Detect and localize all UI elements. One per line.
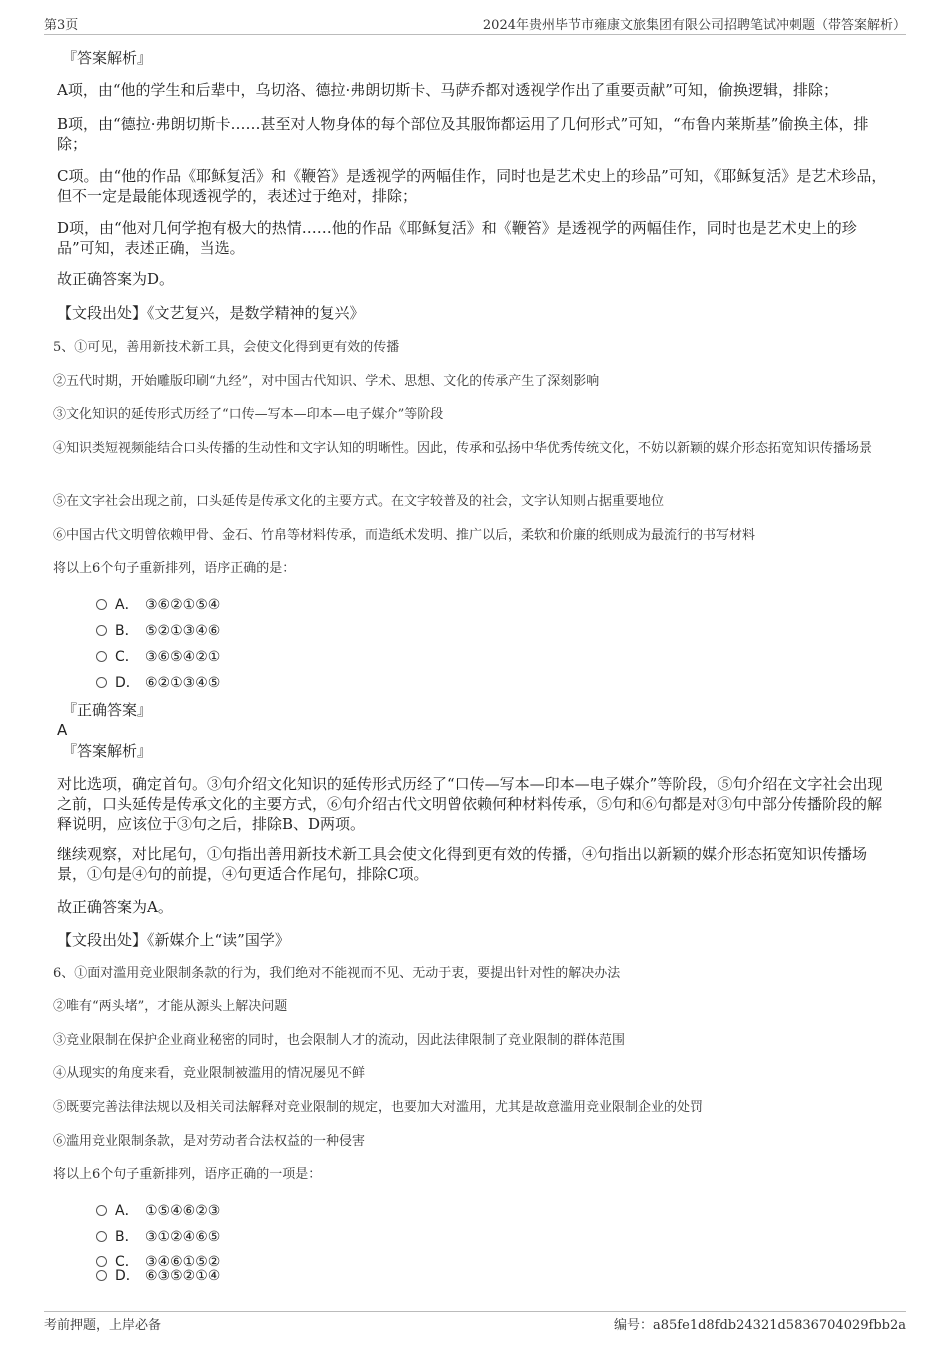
q6-option-a[interactable]: A． ①⑤④⑥②③ [96, 1202, 220, 1220]
page-number: 第3页 [44, 18, 79, 33]
radio-button-icon[interactable] [96, 625, 107, 636]
header-divider [44, 34, 906, 35]
q6-sentence-6: ⑥滥用竞业限制条款，是对劳动者合法权益的一种侵害 [53, 1134, 366, 1149]
document-id: 编号：a85fe1d8fdb24321d5836704029fbb2a [614, 1318, 906, 1333]
radio-button-icon[interactable] [96, 1205, 107, 1216]
document-title: 2024年贵州毕节市雍康文旅集团有限公司招聘笔试冲刺题（带答案解析） [482, 18, 906, 33]
radio-button-icon[interactable] [96, 677, 107, 688]
q5-sentence-1: 5、①可见，善用新技术新工具，会使文化得到更有效的传播 [53, 340, 400, 355]
q5-correct-answer: A [57, 721, 68, 739]
q4-analysis-b: B项，由“德拉·弗朗切斯卡……甚至对人物身体的每个部位及其服饰都运用了几何形式”可知，“布鲁内莱斯基”偷换主体，排除； [57, 115, 869, 153]
q5-analysis-p1: 对比选项，确定首句。③句介绍文化知识的延传形式历经了“口传—写本—印本—电子媒介”等阶段，⑤句介绍在文字社会出现之前，口头延传是传承文化的主要方式，⑥句介绍古代文明曾依赖何种材料传承，⑤句和⑥句都是对③句中部分传播阶段的解释说明，应该位于③句之后，排除B、D两项。 [57, 775, 883, 833]
q5-option-c[interactable]: C． ③⑥⑤④②① [96, 648, 220, 666]
q4-conclusion: 故正确答案为D。 [57, 270, 175, 288]
q6-sentence-4: ④从现实的角度来看，竞业限制被滥用的情况屡见不鲜 [53, 1066, 366, 1081]
q5-option-a[interactable]: A． ③⑥②①⑤④ [96, 596, 220, 614]
q5-option-b[interactable]: B． ⑤②①③④⑥ [96, 622, 220, 640]
q4-analysis-d: D项，由“他对几何学抱有极大的热情……他的作品《耶稣复活》和《鞭笞》是透视学的两幅佳作，同时也是艺术史上的珍品”可知，表述正确，当选。 [57, 219, 857, 257]
q4-analysis-a: A项，由“他的学生和后辈中，乌切洛、德拉·弗朗切斯卡、马萨乔都对透视学作出了重要贡献”可知，偷换逻辑，排除； [57, 81, 838, 99]
q5-sentence-4: ④知识类短视频能结合口头传播的生动性和文字认知的明晰性。因此，传承和弘扬中华优秀传统文化，不妨以新颖的媒介形态拓宽知识传播场景 [53, 441, 873, 456]
q6-sentence-2: ②唯有“两头堵”，才能从源头上解决问题 [53, 999, 288, 1014]
q6-sentence-1: 6、①面对滥用竞业限制条款的行为，我们绝对不能视而不见、无动于衷，要提出针对性的解决办法 [53, 966, 621, 981]
q6-prompt: 将以上6个句子重新排列，语序正确的一项是： [53, 1167, 322, 1182]
q6-sentence-5: ⑤既要完善法律法规以及相关司法解释对竞业限制的规定，也要加大对滥用，尤其是故意滥用竞业限制企业的处罚 [53, 1100, 704, 1115]
q5-conclusion: 故正确答案为A。 [57, 898, 173, 916]
q5-prompt: 将以上6个句子重新排列，语序正确的是： [53, 561, 296, 576]
q5-sentence-2: ②五代时期，开始雕版印刷“九经”，对中国古代知识、学术、思想、文化的传承产生了深刻影响 [53, 374, 600, 389]
q6-sentence-3: ③竞业限制在保护企业商业秘密的同时，也会限制人才的流动，因此法律限制了竞业限制的群体范围 [53, 1033, 626, 1048]
q5-sentence-6: ⑥中国古代文明曾依赖甲骨、金石、竹帛等材料传承，而造纸术发明、推广以后，柔软和价廉的纸则成为最流行的书写材料 [53, 528, 756, 543]
radio-button-icon[interactable] [96, 599, 107, 610]
footer-divider [44, 1311, 906, 1312]
q5-sentence-5: ⑤在文字社会出现之前，口头延传是传承文化的主要方式。在文字较普及的社会，文字认知则占据重要地位 [53, 494, 665, 509]
q4-source: 【文段出处】《文艺复兴，是数学精神的复兴》 [57, 304, 365, 322]
q5-analysis-label: 『答案解析』 [62, 742, 153, 760]
page-header [44, 14, 906, 32]
q5-analysis-p2: 继续观察，对比尾句，①句指出善用新技术新工具会使文化得到更有效的传播，④句指出以新颖的媒介形态拓宽知识传播场景，①句是④句的前提，④句更适合作尾句，排除C项。 [57, 845, 868, 883]
footer-slogan: 考前押题，上岸必备 [44, 1318, 162, 1333]
q5-source: 【文段出处】《新媒介上“读”国学》 [57, 931, 290, 949]
radio-button-icon[interactable] [96, 1270, 107, 1281]
radio-button-icon[interactable] [96, 651, 107, 662]
q5-option-d[interactable]: D． ⑥②①③④⑤ [96, 674, 220, 692]
q5-correct-label: 『正确答案』 [62, 701, 153, 719]
q6-option-d[interactable]: D． ⑥③⑤②①④ [96, 1267, 220, 1285]
q4-analysis-label: 『答案解析』 [62, 49, 153, 67]
radio-button-icon[interactable] [96, 1256, 107, 1267]
q4-analysis-c: C项。由“他的作品《耶稣复活》和《鞭笞》是透视学的两幅佳作，同时也是艺术史上的珍品”可知，《耶稣复活》是艺术珍品，但不一定是最能体现透视学的，表述过于绝对，排除； [57, 167, 887, 205]
radio-button-icon[interactable] [96, 1231, 107, 1242]
q6-option-b[interactable]: B． ③①②④⑥⑤ [96, 1228, 220, 1246]
q5-sentence-3: ③文化知识的延传形式历经了“口传—写本—印本—电子媒介”等阶段 [53, 407, 444, 422]
q6-option-c[interactable]: C． ③④⑥①⑤② [96, 1253, 220, 1271]
